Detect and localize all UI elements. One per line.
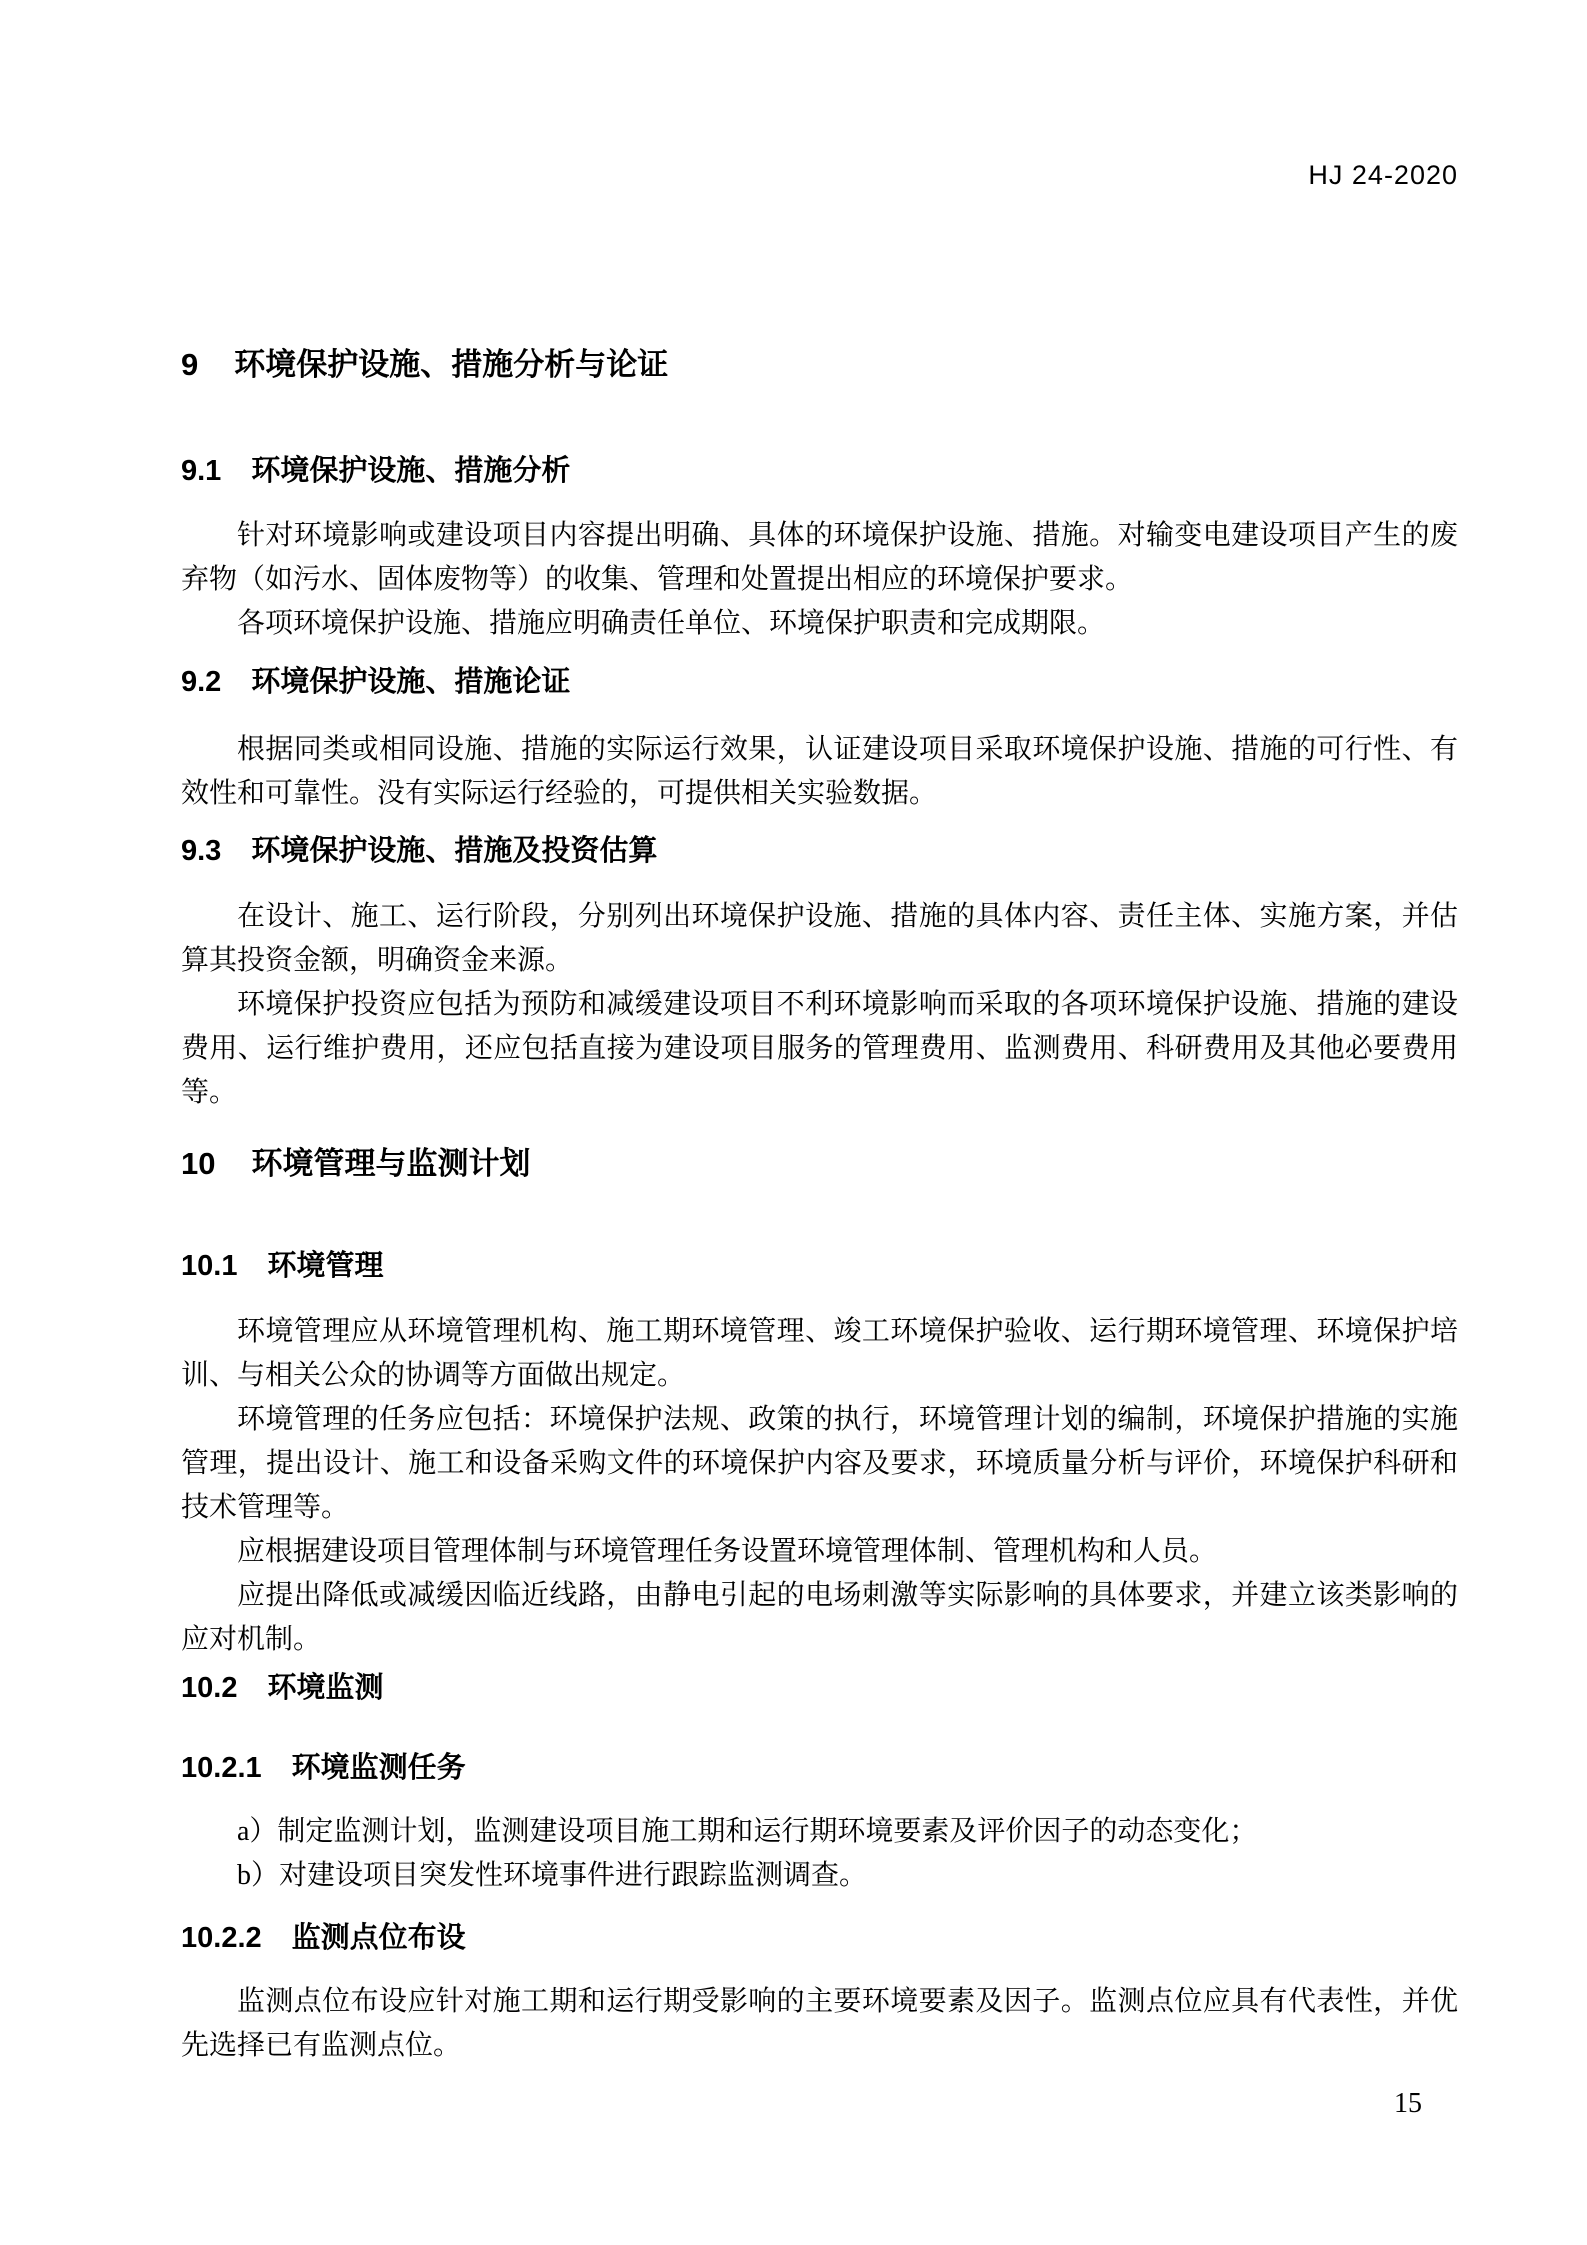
section-number: 9.1 [181, 455, 222, 487]
paragraph: 根据同类或相同设施、措施的实际运行效果，认证建设项目采取环境保护设施、措施的可行性、有效性和可靠性。没有实际运行经验的，可提供相关实验数据。 [181, 734, 1458, 809]
paragraph: 应提出降低或减缓因临近线路，由静电引起的电场刺激等实际影响的具体要求，并建立该类影响的应对机制。 [181, 1580, 1458, 1655]
section-10-2-2-heading [181, 1920, 1458, 1956]
section-number: 9.3 [181, 835, 222, 867]
section-number: 10.2 [181, 1672, 238, 1704]
section-title: 环境管理 [267, 1250, 384, 1282]
section-title: 环境管理与监测计划 [251, 1146, 531, 1181]
doc-code: HJ 24-2020 [1308, 160, 1458, 190]
paragraph: 环境管理的任务应包括：环境保护法规、政策的执行，环境管理计划的编制，环境保护措施的实施管理，提出设计、施工和设备采购文件的环境保护内容及要求，环境质量分析与评价，环境保护科研和技术管理等。 [181, 1404, 1458, 1523]
list-item: a）制定监测计划，监测建设项目施工期和运行期环境要素及评价因子的动态变化； [237, 1816, 1258, 1847]
section-title: 环境保护设施、措施分析与论证 [234, 347, 669, 382]
section-10-2-heading [181, 1670, 1458, 1706]
paragraph: 在设计、施工、运行阶段，分别列出环境保护设施、措施的具体内容、责任主体、实施方案，并估算其投资金额，明确资金来源。 [181, 901, 1458, 976]
section-9-heading [181, 347, 1458, 383]
paragraph: 监测点位布设应针对施工期和运行期受影响的主要环境要素及因子。监测点位应具有代表性，并优先选择已有监测点位。 [181, 1986, 1458, 2061]
paragraph: 应根据建设项目管理体制与环境管理任务设置环境管理体制、管理机构和人员。 [237, 1536, 1218, 1567]
section-title: 环境监测 [267, 1672, 384, 1704]
paragraph: 环境管理应从环境管理机构、施工期环境管理、竣工环境保护验收、运行期环境管理、环境保护培训、与相关公众的协调等方面做出规定。 [181, 1316, 1458, 1391]
section-title: 环境保护设施、措施论证 [251, 666, 571, 698]
section-9-3-heading [181, 833, 1458, 869]
section-number: 10.2.2 [181, 1922, 262, 1954]
section-title: 环境监测任务 [291, 1752, 466, 1784]
section-10-1-heading [181, 1248, 1458, 1284]
section-number: 9.2 [181, 666, 222, 698]
page-number: 15 [1394, 2088, 1422, 2119]
section-title: 监测点位布设 [291, 1922, 466, 1954]
paragraph: 各项环境保护设施、措施应明确责任单位、环境保护职责和完成期限。 [237, 608, 1106, 639]
paragraph: 环境保护投资应包括为预防和减缓建设项目不利环境影响而采取的各项环境保护设施、措施的建设费用、运行维护费用，还应包括直接为建设项目服务的管理费用、监测费用、科研费用及其他必要费用等。 [181, 989, 1458, 1108]
paragraph: 针对环境影响或建设项目内容提出明确、具体的环境保护设施、措施。对输变电建设项目产生的废弃物（如污水、固体废物等）的收集、管理和处置提出相应的环境保护要求。 [181, 520, 1458, 595]
section-title: 环境保护设施、措施及投资估算 [251, 835, 658, 867]
section-9-2-heading [181, 664, 1458, 700]
list-item: b）对建设项目突发性环境事件进行跟踪监测调查。 [237, 1860, 868, 1891]
section-number: 9 [181, 347, 199, 382]
section-number: 10 [181, 1146, 216, 1181]
section-number: 10.1 [181, 1250, 238, 1282]
section-number: 10.2.1 [181, 1752, 262, 1784]
section-title: 环境保护设施、措施分析 [251, 455, 571, 487]
section-9-1-heading [181, 453, 1458, 489]
section-10-2-1-heading [181, 1750, 1458, 1786]
section-10-heading [181, 1146, 1458, 1182]
